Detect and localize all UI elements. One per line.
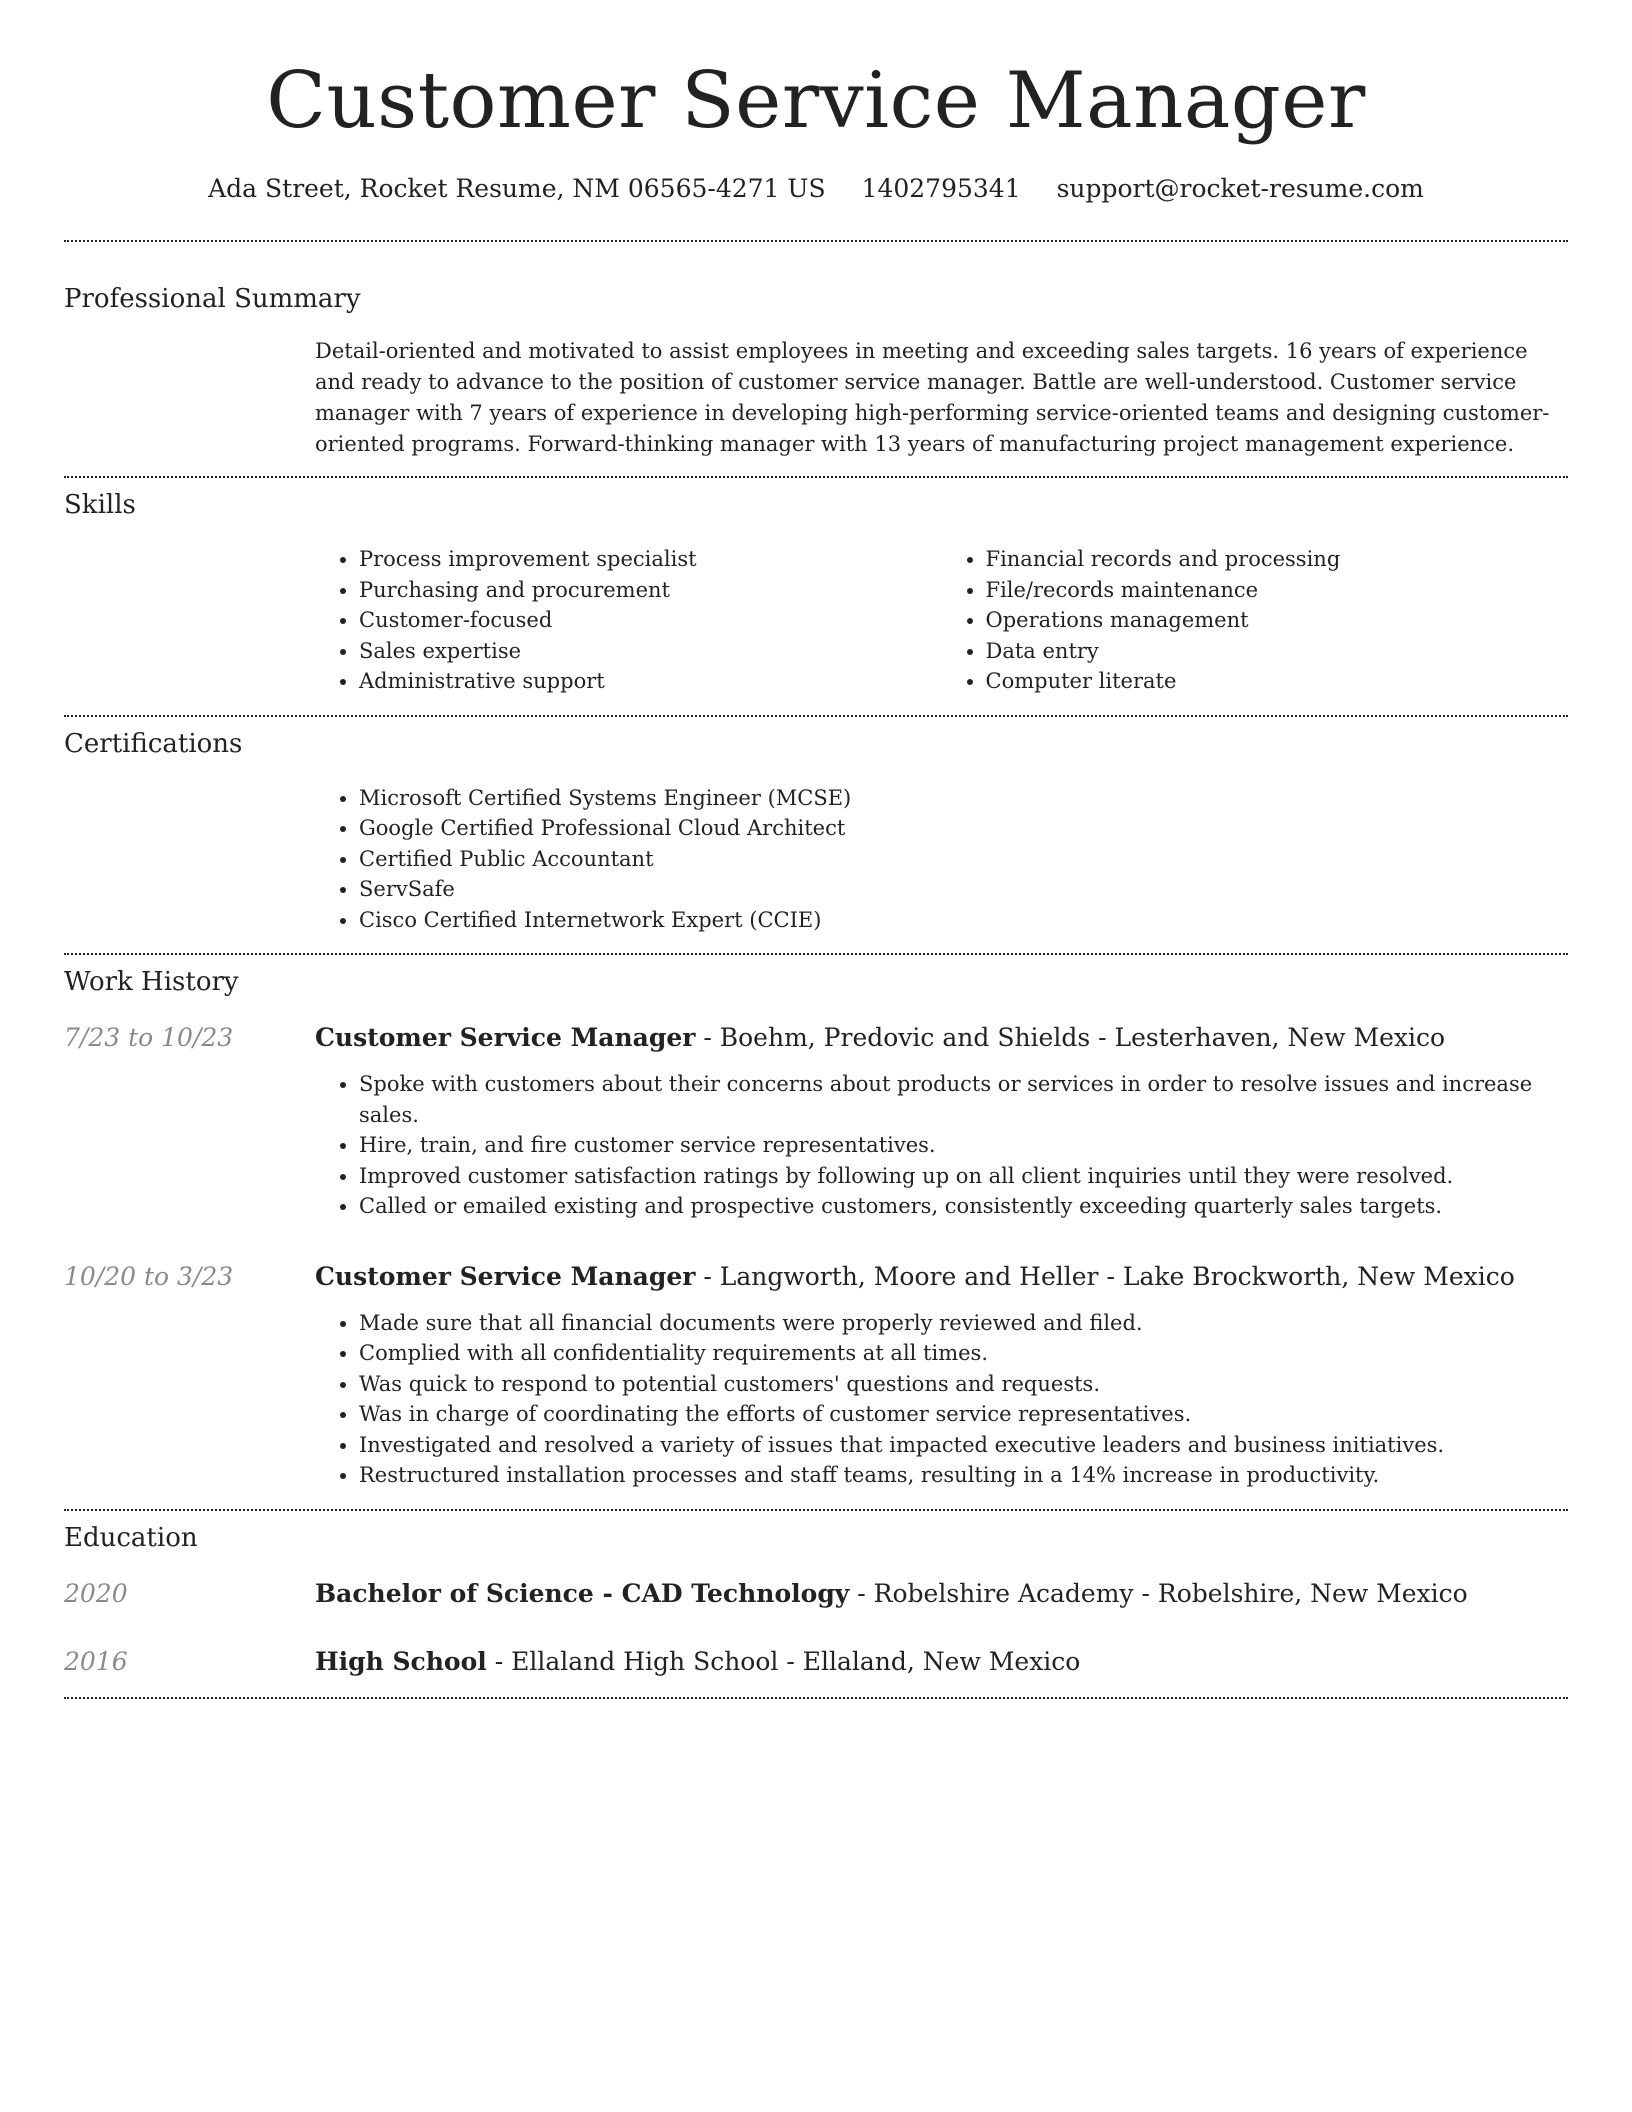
skills-list-left: [315, 544, 942, 697]
contact-email: support@rocket-resume.com: [1056, 174, 1424, 203]
list-item: • Customer-focused: [359, 605, 942, 636]
contact-address: Ada Street, Rocket Resume, NM 06565-4271 US: [208, 174, 826, 203]
work-history-section: [64, 955, 1568, 1491]
job-entry: [64, 1260, 1568, 1491]
list-item: • Process improvement specialist: [359, 544, 942, 575]
education-year: 2020: [64, 1578, 128, 1608]
job-bullets: [315, 1308, 1568, 1491]
list-item: • ServSafe: [359, 874, 1568, 905]
section-title-summary: Professional Summary: [64, 284, 361, 314]
contact-line: [64, 172, 1568, 206]
job-location: Lesterhaven, New Mexico: [1114, 1023, 1446, 1052]
education-section: [64, 1511, 1568, 1679]
section-title-certifications: Certifications: [64, 728, 243, 759]
education-year: 2016: [64, 1646, 128, 1676]
list-item: • File/records maintenance: [986, 575, 1569, 606]
contact-phone: 1402795341: [861, 174, 1021, 203]
list-item: • Spoke with customers about their concerns about products or services in order to resolve issues and increase sales.: [359, 1069, 1568, 1130]
list-item: • Investigated and resolved a variety of issues that impacted executive leaders and business initiatives.: [359, 1430, 1568, 1461]
resume-name: Customer Service Manager: [266, 56, 1366, 146]
job-dates: 7/23 to 10/23: [64, 1023, 234, 1052]
education-degree: Bachelor of Science - CAD Technology: [315, 1578, 850, 1608]
list-item: • Google Certified Professional Cloud Architect: [359, 813, 1568, 844]
list-item: • Called or emailed existing and prospective customers, consistently exceeding quarterly sales targets.: [359, 1191, 1568, 1222]
skills-list-right: [942, 544, 1569, 697]
job-dates: 10/20 to 3/23: [64, 1261, 234, 1291]
list-item: • Administrative support: [359, 666, 942, 697]
summary-section: [64, 242, 1568, 460]
list-item: • Data entry: [986, 636, 1569, 667]
education-heading: High School - Ellaland High School - Ellaland, New Mexico: [315, 1646, 1081, 1676]
job-heading: Customer Service Manager - Boehm, Predovic and Shields - Lesterhaven, New Mexico: [315, 1023, 1446, 1052]
list-item: • Cisco Certified Internetwork Expert (CCIE): [359, 905, 1568, 936]
education-entry: [64, 1645, 1568, 1679]
list-item: • Sales expertise: [359, 636, 942, 667]
divider: [64, 1697, 1568, 1699]
list-item: • Hire, train, and fire customer service representatives.: [359, 1130, 1568, 1161]
list-item: • Improved customer satisfaction ratings by following up on all client inquiries until they were resolved.: [359, 1161, 1568, 1192]
certifications-section: [64, 717, 1568, 936]
section-title-work-history: Work History: [64, 967, 239, 997]
list-item: • Financial records and processing: [986, 544, 1569, 575]
education-school: Ellaland High School: [511, 1646, 779, 1676]
job-company: Boehm, Predovic and Shields: [719, 1023, 1091, 1052]
list-item: • Computer literate: [986, 666, 1569, 697]
education-location: Ellaland, New Mexico: [802, 1646, 1081, 1676]
list-item: • Was quick to respond to potential customers' questions and requests.: [359, 1369, 1568, 1400]
job-company: Langworth, Moore and Heller: [719, 1261, 1099, 1291]
education-heading: Bachelor of Science - CAD Technology - Robelshire Academy - Robelshire, New Mexico: [315, 1578, 1468, 1608]
job-role: Customer Service Manager: [315, 1261, 696, 1291]
education-school: Robelshire Academy: [873, 1578, 1134, 1608]
job-heading: Customer Service Manager - Langworth, Moore and Heller - Lake Brockworth, New Mexico: [315, 1261, 1515, 1291]
list-item: • Restructured installation processes and staff teams, resulting in a 14% increase in productivity.: [359, 1460, 1568, 1491]
list-item: • Was in charge of coordinating the efforts of customer service representatives.: [359, 1399, 1568, 1430]
job-bullets: [315, 1069, 1568, 1222]
education-location: Robelshire, New Mexico: [1157, 1578, 1468, 1608]
skills-section: [64, 478, 1568, 697]
job-location: Lake Brockworth, New Mexico: [1122, 1261, 1515, 1291]
list-item: • Purchasing and procurement: [359, 575, 942, 606]
section-title-skills: Skills: [64, 490, 136, 520]
education-entry: [64, 1577, 1568, 1611]
certifications-list: [315, 783, 1568, 936]
list-item: • Certified Public Accountant: [359, 844, 1568, 875]
job-entry: [64, 1021, 1568, 1222]
list-item: • Complied with all confidentiality requirements at all times.: [359, 1338, 1568, 1369]
list-item: • Microsoft Certified Systems Engineer (MCSE): [359, 783, 1568, 814]
list-item: • Operations management: [986, 605, 1569, 636]
list-item: • Made sure that all financial documents were properly reviewed and filed.: [359, 1308, 1568, 1339]
summary-text: Detail-oriented and motivated to assist employees in meeting and exceeding sales targets. 16 years of experience and ready to advance to the position of customer service manager. Battle are well-understood. Customer service manager with 7 years of experience in developing high-performing service-oriented teams and designing customer-oriented programs. Forward-thinking manager with 13 years of manufacturing project management experience.: [315, 339, 1550, 456]
section-title-education: Education: [64, 1522, 198, 1553]
education-degree: High School: [315, 1646, 487, 1676]
job-role: Customer Service Manager: [315, 1023, 696, 1052]
